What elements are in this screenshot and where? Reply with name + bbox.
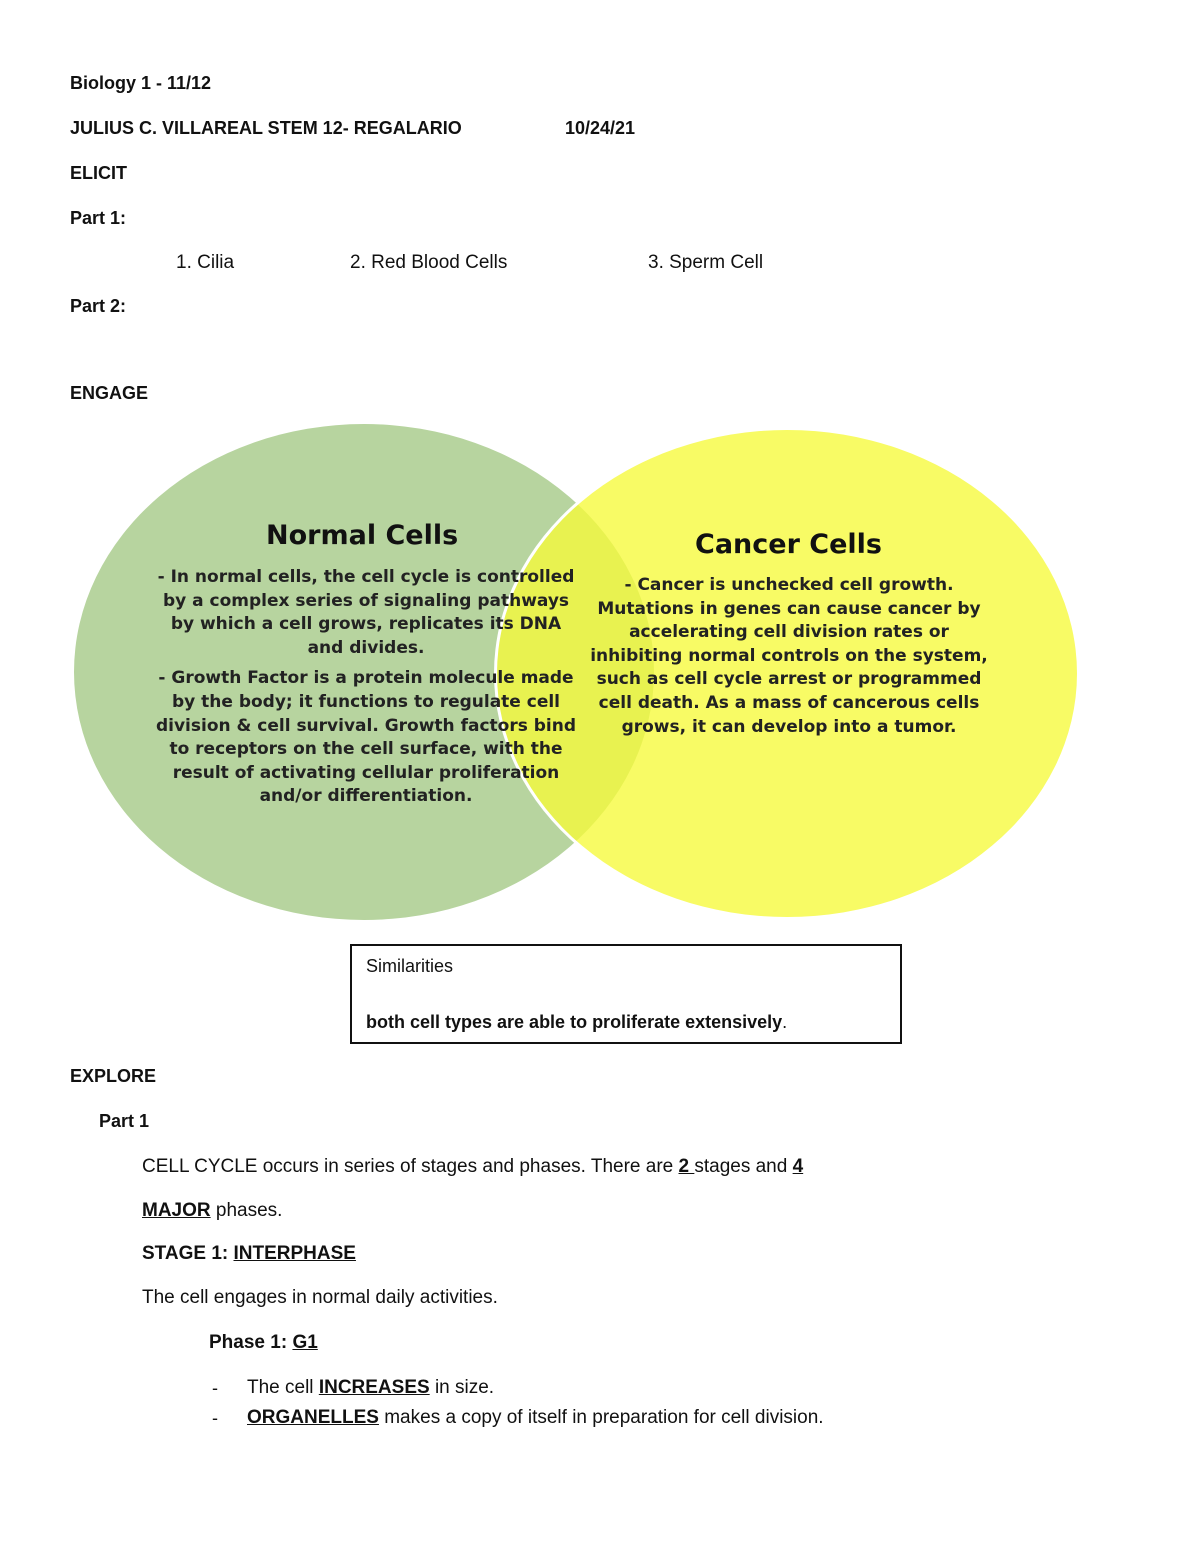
cell-cycle-intro-line1 — [142, 1156, 803, 1178]
date: 10/24/21 — [565, 118, 636, 138]
student-line: JULIUS C. VILLAREAL STEM 12- REGALARIO — [70, 118, 462, 138]
similarities-text: both cell types are able to proliferate extensively — [366, 1012, 783, 1032]
intro-before: CELL CYCLE occurs in series of stages and phases. There are — [142, 1156, 679, 1177]
answer-3: 3. Sperm Cell — [648, 252, 764, 273]
cancer-cells-title: Cancer Cells — [695, 529, 882, 560]
course-title: Biology 1 - 11/12 — [70, 73, 212, 93]
stage1-description: The cell engages in normal daily activities. — [142, 1287, 498, 1308]
answer-1: 1. Cilia — [176, 252, 235, 273]
engage-heading: ENGAGE — [70, 383, 149, 403]
explore-heading: EXPLORE — [70, 1066, 157, 1086]
cell-cycle-intro-line2 — [142, 1200, 282, 1222]
intro-after: phases. — [210, 1200, 283, 1221]
bullet-dash-1: - — [212, 1378, 218, 1398]
similarities-label: Similarities — [366, 956, 454, 976]
part1-label: Part 1: — [70, 208, 127, 228]
normal-cells-title: Normal Cells — [266, 520, 459, 551]
answer-2: 2. Red Blood Cells — [350, 252, 508, 273]
major-word: MAJOR — [142, 1200, 211, 1221]
stage1-name: INTERPHASE — [233, 1243, 356, 1264]
explore-part1-label: Part 1 — [99, 1111, 150, 1131]
bullet-1-key: INCREASES — [318, 1377, 430, 1398]
elicit-heading: ELICIT — [70, 163, 127, 183]
venn-diagram — [70, 424, 1085, 924]
phase1-name: G1 — [292, 1332, 318, 1353]
part2-label: Part 2: — [70, 296, 127, 316]
intro-middle: stages and — [694, 1156, 793, 1177]
bullet-2-after: makes a copy of itself in preparation for cell division. — [378, 1407, 824, 1428]
similarities-text-line — [366, 1012, 787, 1033]
phase1-heading — [209, 1332, 318, 1354]
cancer-cells-paragraph-1: - Cancer is unchecked cell growth. Mutations in genes can cause cancer by accelerating cell division rates or inhibiting normal controls on the system, such as cell cycle arrest or programmed cell death. As a mass of cancerous cells grows, it can develop into a tumor. — [590, 575, 988, 737]
bullet-1-after: in size. — [429, 1377, 495, 1398]
stage1-heading — [142, 1243, 356, 1265]
normal-cells-paragraph-1: - In normal cells, the cell cycle is controlled by a complex series of signaling pathways by which a cell grows, replicates its DNA and divides. — [157, 567, 575, 658]
normal-cells-text — [154, 566, 578, 809]
normal-cells-paragraph-2: - Growth Factor is a protein molecule made by the body; it functions to regulate cell division & cell survival. Growth factors bind to receptors on the cell surface, with the result of activating cellular proliferation and/or differentiation. — [155, 668, 577, 807]
bullet-1-before: The cell — [247, 1377, 319, 1398]
stages-count: 2 — [678, 1156, 695, 1177]
phases-count: 4 — [792, 1156, 804, 1177]
bullet-dash-2: - — [212, 1408, 218, 1428]
cancer-cells-text — [590, 574, 988, 739]
phase1-label: Phase 1: — [209, 1332, 293, 1353]
similarities-box — [350, 944, 902, 1044]
phase1-bullet-2 — [247, 1407, 824, 1429]
phase1-bullet-1 — [247, 1377, 494, 1399]
similarities-period: . — [782, 1012, 788, 1032]
bullet-2-key: ORGANELLES — [247, 1407, 379, 1428]
stage1-label: STAGE 1: — [142, 1243, 234, 1264]
